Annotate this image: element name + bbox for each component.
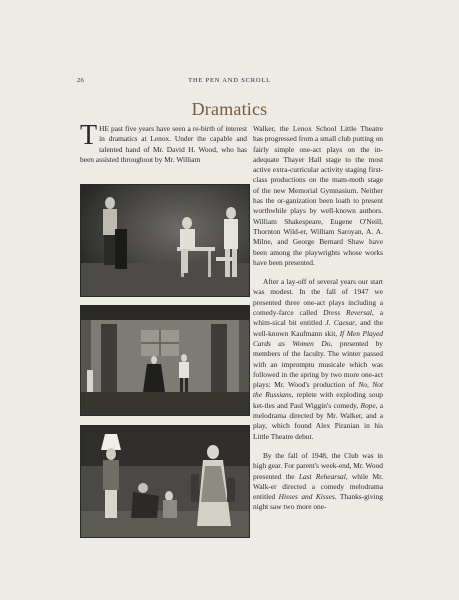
- play-title-j-caesar: J. Caesar: [325, 318, 356, 328]
- stage-photo-1: [80, 184, 250, 297]
- paragraph-3: By the fall of 1948, the Club was in high gear. For parent's week-end, Mr. Wood presented the Last Rehearsal, while Mr. Walk-er directed a comedy melodrama entitled Hisses and Kisses. Thanks-giving night saw two more one-: [253, 450, 383, 512]
- intro-paragraph: HE past five years have seen a re-birth of interest in dramatics at Lenox. Under the capable and talented hand of Mr. David H. Wood, who has been assisted throughout by Mr. William: [80, 124, 247, 164]
- stage-photo-1-image: [81, 185, 249, 296]
- page-number: 26: [77, 77, 85, 84]
- stage-photo-2: [80, 305, 250, 416]
- article-title: Dramatics: [191, 99, 268, 119]
- play-title-if-men-played-cards: If Men Played Cards as Women Do: [253, 328, 383, 348]
- right-column-text: [253, 124, 383, 513]
- stage-photo-3-image: [81, 426, 249, 537]
- play-title-dress-reversal: Dress Reversal: [323, 308, 372, 318]
- stage-photo-3: [80, 425, 250, 538]
- running-title: THE PEN AND SCROLL: [188, 77, 271, 84]
- stage-photo-2-image: [81, 306, 249, 415]
- play-title-no-not-the-russians: No, Not the Russians: [253, 380, 383, 400]
- drop-cap: T: [80, 120, 98, 151]
- play-title-hisses-and-kisses: Hisses and Kisses: [278, 492, 335, 502]
- paragraph-1: Walker, the Lenox School Little Theatre has progressed from a small club putting on fairly simple one-act plays on the in-adequate Thayer Hall stage to the most active extra-curricular activity staging first-class productions on the mam-moth stage of the new Memorial Gymnasium. Neither has the or-ganization been loath to present worthwhile plays by well-known authors. William Shakespeare, Eugene O'Neill, Thornton Wild-er, William Saroyan, A. A. Milne, and George Bernard Shaw have been among the playwrights whose works have been presented.: [253, 124, 383, 267]
- play-title-last-rehearsal: Last Rehearsal: [298, 471, 346, 481]
- play-title-rope: Rope: [360, 400, 376, 410]
- left-column-text: [80, 120, 247, 165]
- paragraph-2: After a lay-off of several years our start was modest. In the fall of 1947 we presented three one-act plays including a comedy-farce called Dress Reversal, a whim-sical bit entitled J. Caesar, and the well-known Kaufmann skit, If Men Played Cards as Women Do, presented by members of the faculty. The winter passed with an impromptu musicale which was followed in the spring by two more one-act plays: Mr. Wood's production of No, Not the Russians, replete with exploding soup ket-tles and Paul Wiggin's comedy, Rope, a melodrama directed by Mr. Walker, and a play, which found Alex Piranian in his Little Theatre debut.: [253, 277, 383, 441]
